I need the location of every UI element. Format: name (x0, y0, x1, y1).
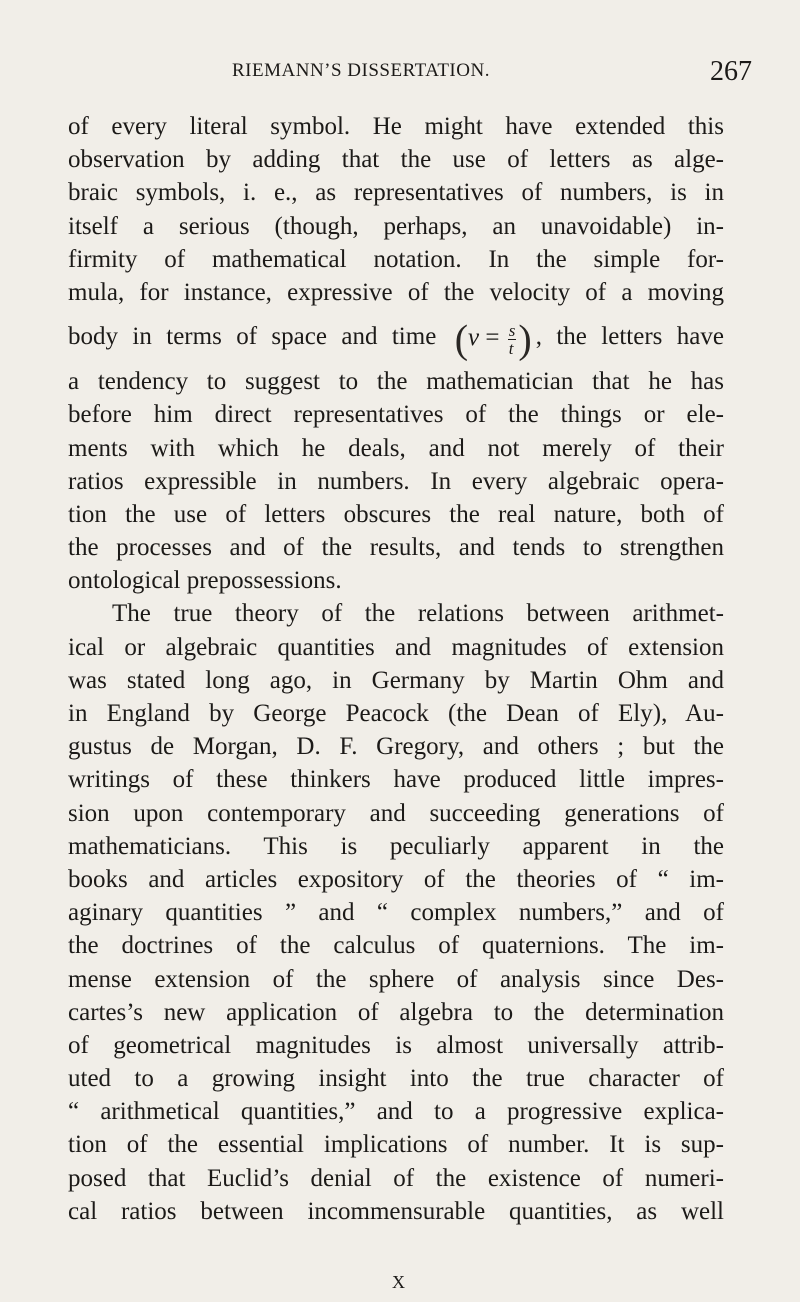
velocity-formula (451, 310, 536, 366)
text-line: a tendency to suggest to the mathematician that he has (68, 368, 724, 396)
text-line: itself a serious (though, perhaps, an unavoidable) in- (68, 212, 724, 240)
text-line: mula, for instance, expressive of the velocity of a moving (68, 278, 724, 306)
close-paren: ) (518, 316, 532, 362)
text-line: in England by George Peacock (the Dean of Ely), Au- (68, 700, 724, 727)
formula-line-after: , the letters have (535, 323, 724, 351)
text-line: mense extension of the sphere of analysis since Des- (68, 965, 724, 993)
text-line: was stated long ago, in Germany by Martin Ohm and (68, 666, 724, 694)
paragraph-first-line: The true theory of the relations between arithmet- (112, 600, 724, 628)
text-line: ical or algebraic quantities and magnitudes of extension (68, 633, 724, 661)
text-line: of every literal symbol. He might have extended this (68, 113, 724, 140)
text-line: “ arithmetical quantities,” and to a progressive explica- (68, 1098, 724, 1126)
text-line: observation by adding that the use of letters as alge- (68, 146, 724, 174)
text-line: ratios expressible in numbers. In every algebraic opera- (68, 467, 724, 495)
open-paren: ( (454, 316, 469, 362)
text-line: books and articles expository of the theories of “ im- (68, 865, 724, 893)
text-line: tion the use of letters obscures the real nature, both of (68, 500, 724, 528)
formula-denominator: t (508, 339, 514, 359)
running-title: RIEMANN’S DISSERTATION. (232, 60, 490, 81)
text-line: of geometrical magnitudes is almost universally attrib- (68, 1031, 724, 1059)
formula-lhs: v (468, 324, 480, 352)
formula-text-line (68, 309, 724, 365)
formula-fraction (508, 322, 517, 357)
text-line: tion of the essential implications of number. It is sup- (68, 1131, 724, 1159)
body-text (68, 110, 724, 1228)
text-line: the processes and of the results, and tends to strengthen (68, 534, 724, 562)
text-line: aginary quantities ” and “ complex numbers,” and of (68, 899, 724, 927)
text-line: posed that Euclid’s denial of the existence of numeri- (68, 1164, 724, 1192)
text-line: cartes’s new application of algebra to the determination (68, 998, 724, 1026)
text-line: firmity of mathematical notation. In the simple for- (68, 245, 724, 273)
text-line: ontological prepossessions. (68, 567, 342, 595)
page-number: 267 (710, 56, 752, 87)
text-line: sion upon contemporary and succeeding generations of (68, 799, 724, 827)
formula-line-before: body in terms of space and time (68, 323, 437, 351)
text-line: writings of these thinkers have produced little impres- (68, 766, 724, 794)
text-line: the doctrines of the calculus of quaternions. The im- (68, 932, 724, 960)
text-line: gustus de Morgan, D. F. Gregory, and others ; but the (68, 733, 724, 761)
formula-numerator: s (508, 321, 516, 341)
text-line: mathematicians. This is peculiarly apparent in the (68, 832, 724, 860)
text-line: uted to a growing insight into the true character of (68, 1065, 724, 1093)
text-line: braic symbols, i. e., as representatives of numbers, is in (68, 179, 724, 207)
text-line: ments with which he deals, and not merely of their (68, 434, 724, 462)
text-line: cal ratios between incommensurable quantities, as well (68, 1197, 724, 1225)
signature-mark: X (392, 1272, 405, 1292)
running-head (0, 58, 800, 98)
formula-equals: = (485, 324, 500, 352)
text-line: before him direct representatives of the things or ele- (68, 401, 724, 429)
